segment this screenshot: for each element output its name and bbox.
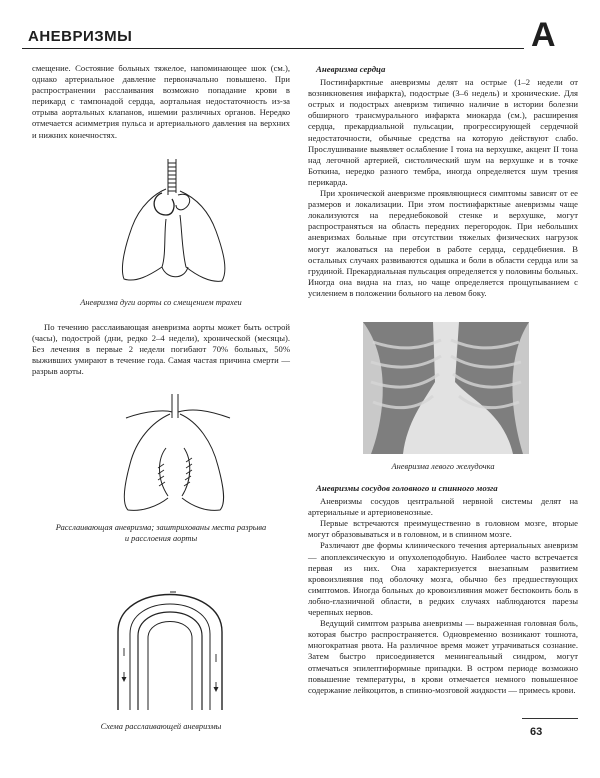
heart-paragraph-1: Постинфарктные аневризмы делят на острые (1–2 недели от возникновения инфаркта), подострые (3–6 недель) и хронические. Для острых и подострых аневризм типично наличие в истории болезни обширного трансмурального инфаркта миокарда (см.), расширения сердца, прекардиальной пульсации, прогрессирующей сердечной недостаточности, обычные средства на которую действуют слабо. Прослушивание выявляет ослабление I тона на верхушке, акцент II тона над легочной артерией, систолический шум на верхушке и в точке Боткина, нередко разного тембра, иногда определяется шум трения перикарда. [308, 77, 578, 187]
page-number: 63 [530, 726, 543, 738]
brain-paragraph-3: Различают две формы клинического течения артериальных аневризм — апоплексическую и опухолеподобную. Наиболее часто встречается первая из них. Она характеризуется внезапным развитием кровоизлияния под оболочку мозга, обычно без предшествующих симптомов. Иногда больных до кровоизлияния может беспокоить боль в лобно-глазничной области, в редких случаях наблюдаются парезы черепных нервов. [308, 540, 578, 618]
left-intro-paragraph: смещение. Состояние больных тяжелое, напоминающее шок (см.), однако артериальное давление первоначально повышено. При распространении расслаивания возможно попадание крови в перикард с тампонадой сердца, аортальная недостаточность из-за отрыва аортальных клапанов, ишемии различных органов. Нередко отмечается асимметрия пульса и артериального давления на верхних и нижних конечностях. [32, 63, 290, 140]
footer-rule [522, 718, 578, 719]
xray-caption: Аневризма левого желудочка [391, 462, 495, 471]
left-para2-text [32, 322, 290, 377]
brain-aneurysm-heading: Аневризмы сосудов головного и спинного мозга [316, 483, 498, 493]
fig2-caption [32, 523, 290, 544]
fig1-caption: Аневризма дуги аорты со смещением трахеи [80, 298, 242, 307]
fig3-caption: Схема расслаивающей аневризмы [100, 722, 222, 731]
running-header-title: АНЕВРИЗМЫ [28, 28, 133, 45]
brain-paragraph-4: Ведущий симптом разрыва аневризмы — выраженная головная боль, которая быстро распространяется. Одновременно возникают тошнота, многократная рвота. На различное время может утрачиваться сознание. Затем быстро присоединяется менингеальный синдром, могут отмечаться эпилептиформные припадки. В остром периоде возможно повышение температуры, в крови отмечается немного повышенное содержание лейкоцитов, в спинно-мозговой жидкости — примесь крови. [308, 618, 578, 695]
fig2-caption-line1: Расслаивающая аневризма; заштрихованы места разрыва [55, 523, 267, 532]
left-para2-paragraph: По течению расслаивающая аневризма аорты может быть острой (часы), подострой (дни, редко 2–4 недели), хронической (месяцы). Без лечения в первые 2 недели погибают 70% больных, 50% выживших умирают в течение года. Самая частая причина смерти — разрыв аорты. [32, 322, 290, 377]
section-letter: А [531, 16, 556, 54]
right-brain-section [308, 483, 578, 696]
heart-aneurysm-heading: Аневризма сердца [316, 64, 386, 74]
dissecting-aneurysm-scheme-figure [108, 562, 232, 712]
header-rule [22, 48, 524, 49]
dissecting-aneurysm-lungs-figure [112, 388, 238, 516]
left-intro-text [32, 63, 290, 141]
fig2-caption-line2: и расслоения аорты [124, 533, 198, 543]
heart-paragraph-2: При хронической аневризме проявляющиеся симптомы зависят от ее размеров и локализации. При этом постинфарктные аневризмы чаще локализуются на переднебоковой стенке и верхушке, могут распространяться на область передних перегородок. При небольших аневризмах больные при отсутствии тяжелых физических нагрузок могут жаловаться на перебои в работе сердца, сердцебиения. В остальных случаях развиваются одышка и боли в области сердца или за грудиной. Прекардиальная пульсация определяется у половины больных. Иногда она видна на глаз, но чаще определяется прощупыванием с усилением в положении больного на левом боку. [308, 188, 578, 298]
aortic-arch-figure [110, 155, 240, 293]
xray-illustration [363, 322, 529, 454]
xray-image [363, 322, 529, 454]
brain-paragraph-2: Первые встречаются преимущественно в головном мозге, вторые могут образовываться и в головном, и в спинном мозге. [308, 518, 578, 540]
right-heart-section [308, 64, 578, 299]
brain-paragraph-1: Аневризмы сосудов центральной нервной системы делят на артериальные и артериовенозные. [308, 496, 578, 518]
